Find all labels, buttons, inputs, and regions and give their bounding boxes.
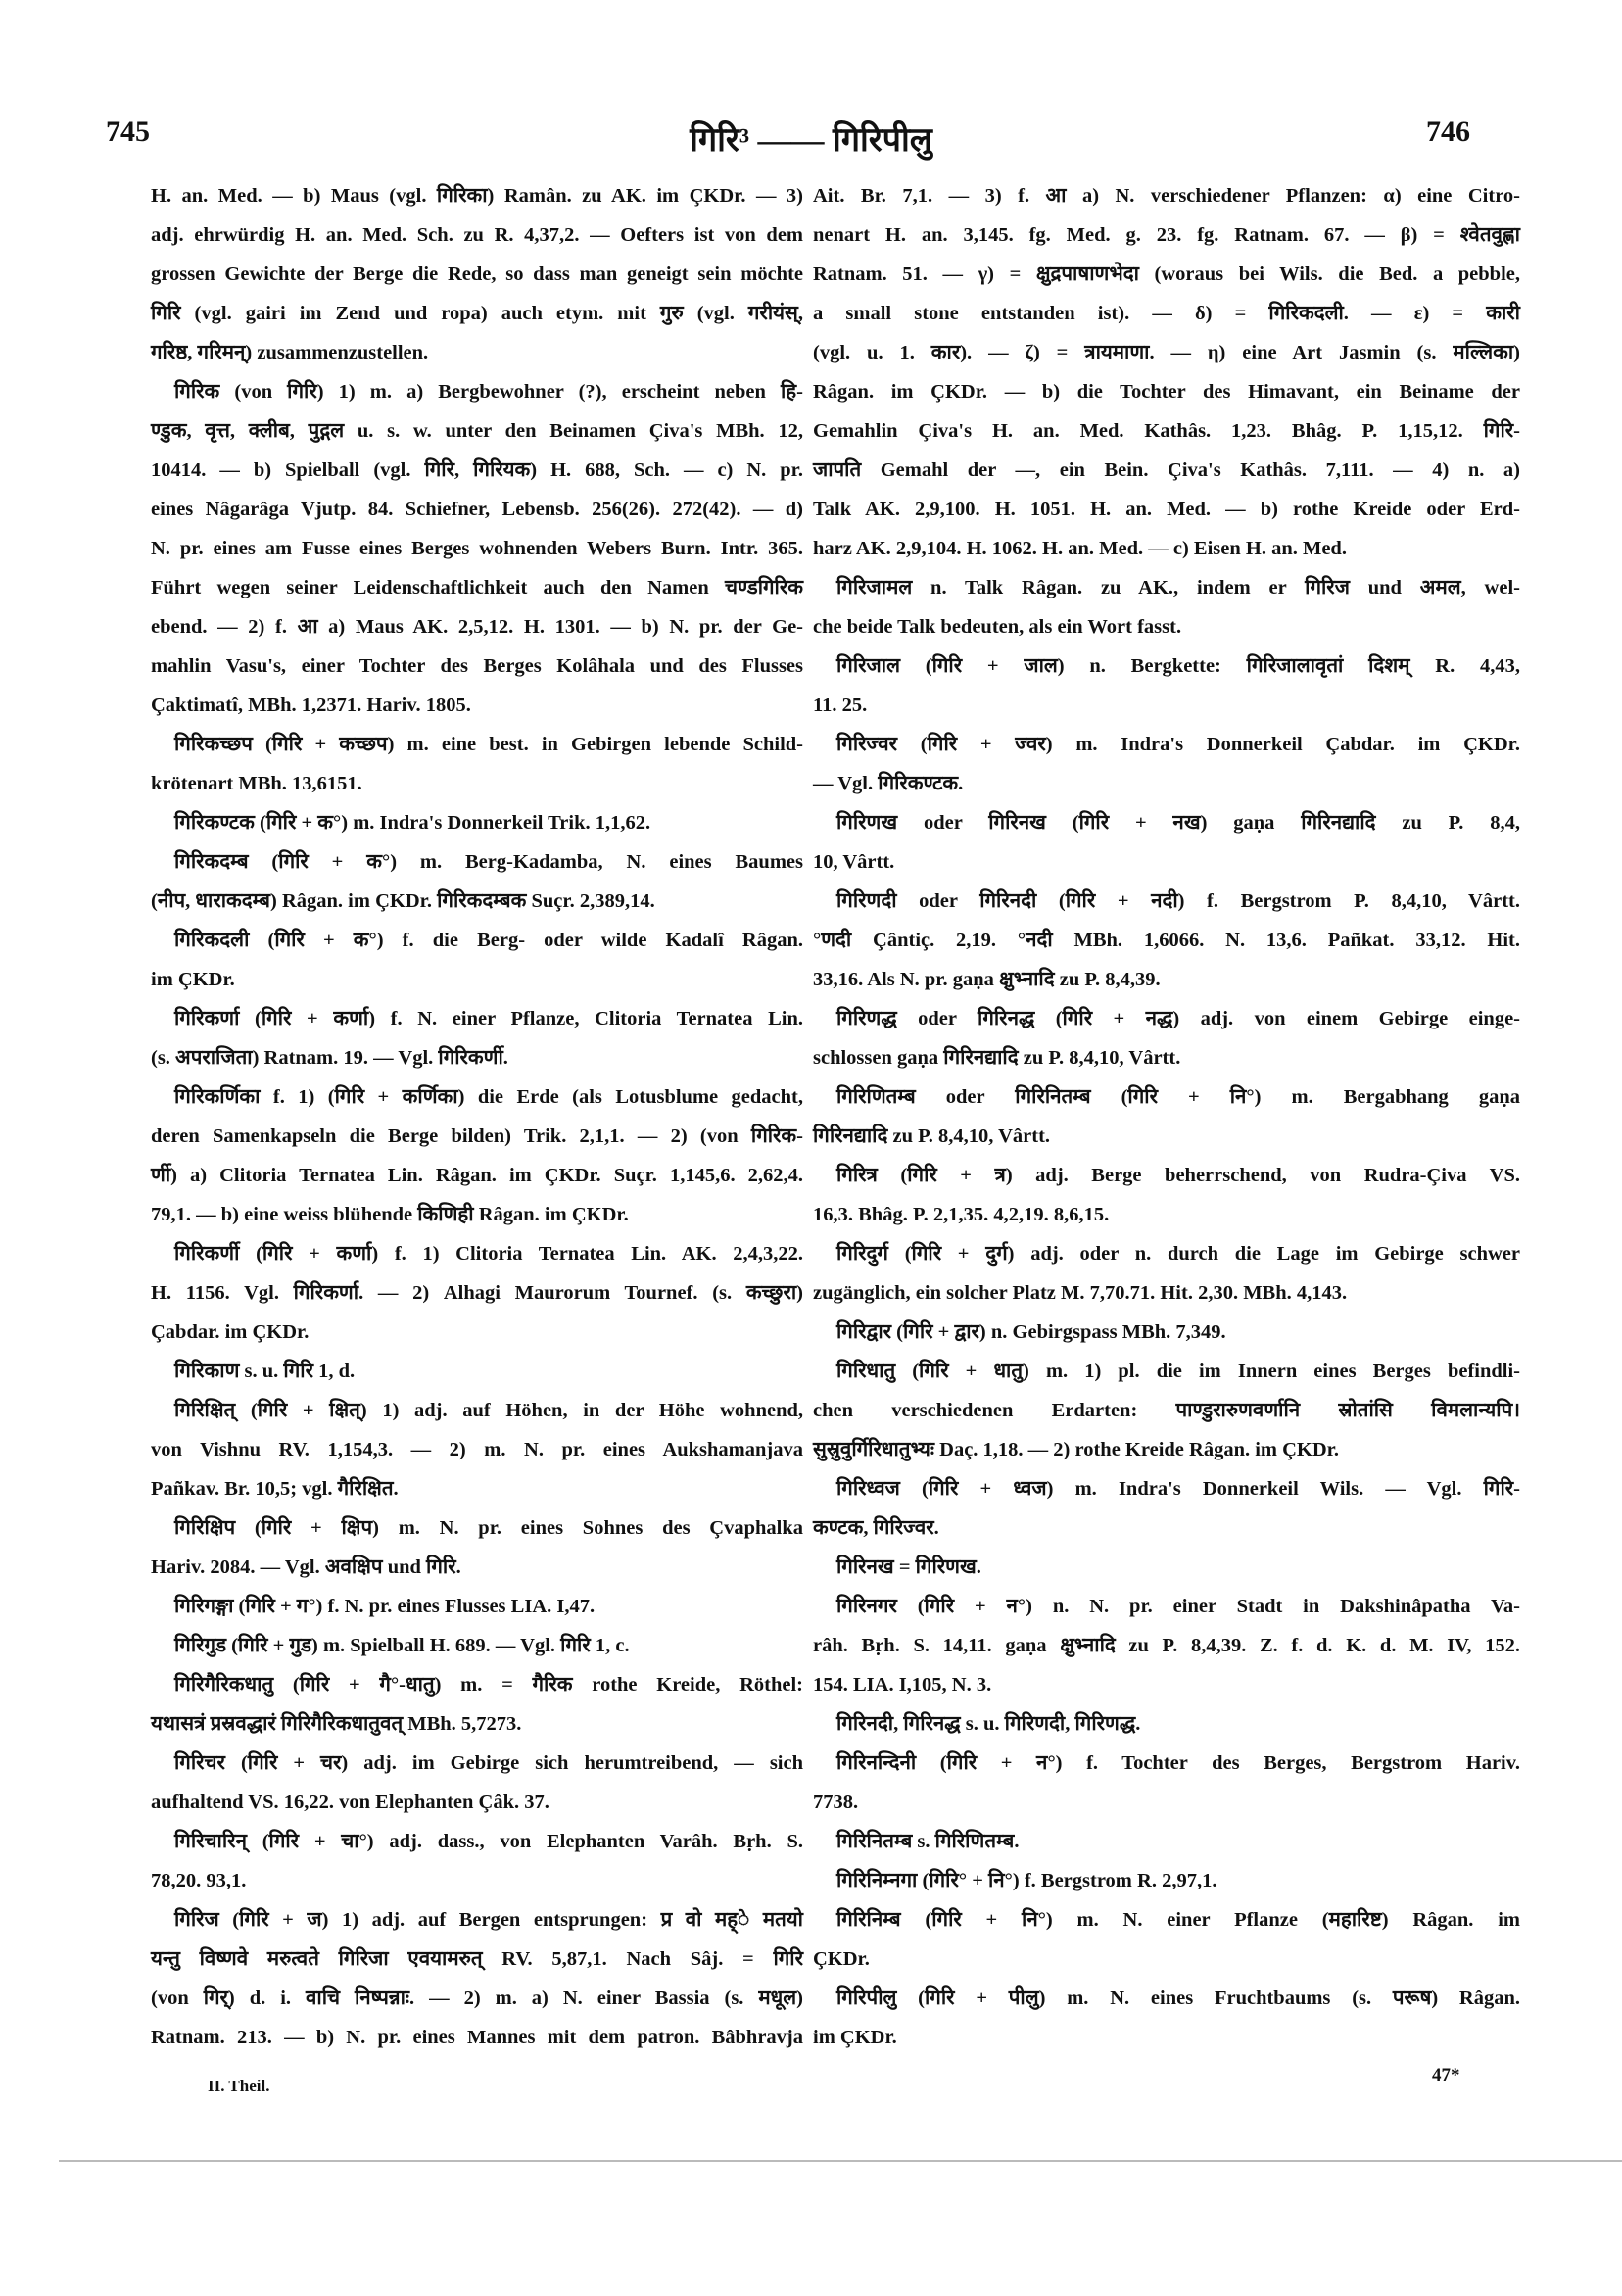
text-line: krötenart MBh. 13,6151. xyxy=(151,773,362,794)
text-line: 33,16. Als N. pr. gaṇa क्षुभ्नादि zu P. 8,4,39. xyxy=(813,969,1161,990)
text-line: 10414. — b) Spielball (vgl. गिरि, गिरियक) H. 688, Sch. — c) N. pr. xyxy=(151,459,803,481)
text-line: Pañkav. Br. 10,5; vgl. गैरिक्षित. xyxy=(151,1478,399,1500)
text-line: mahlin Vasu's, einer Tochter des Berges Kolâhala und des Flusses xyxy=(151,655,803,677)
scan-edge-rule xyxy=(59,2160,1622,2162)
text-line: गिरिकदम्ब (गिरि + क°) m. Berg-Kadamba, N. eines Baumes xyxy=(174,851,803,873)
text-line: 79,1. — b) eine weiss blühende किणिही Râgan. im ÇKDr. xyxy=(151,1204,629,1225)
text-line: गिरिनिम्ब (गिरि + नि°) m. N. einer Pflanze (महारिष्ट) Râgan. im xyxy=(836,1909,1520,1931)
text-line: Führt wegen seiner Leidenschaftlichkeit auch den Namen चण्डगिरिक xyxy=(151,577,803,598)
text-line: गिरिनदी, गिरिनद्ध s. u. गिरिणदी, गिरिणद्ध. xyxy=(836,1713,1141,1735)
text-line: गिरिचर (गिरि + चर) adj. im Gebirge sich herumtreibend, — sich xyxy=(174,1752,803,1774)
text-line: ebend. — 2) f. आ a) Maus AK. 2,5,12. H. 1301. — b) N. pr. der Ge- xyxy=(151,616,803,638)
text-line: गिरिध्वज (गिरि + ध्वज) m. Indra's Donnerkeil Wils. — Vgl. गिरि- xyxy=(836,1478,1520,1500)
text-line: râh. Bṛh. S. 14,11. gaṇa क्षुभ्नादि zu P. 8,4,39. Z. f. d. K. d. M. IV, 152. xyxy=(813,1635,1520,1656)
text-line: गिरिकच्छप (गिरि + कच्छप) m. eine best. in Gebirgen lebende Schild- xyxy=(174,734,803,755)
text-line: गिरिगुड (गिरि + गुड) m. Spielball H. 689. — Vgl. गिरि 1, c. xyxy=(174,1635,630,1656)
text-line: गिरिजाल (गिरि + जाल) n. Bergkette: गिरिजालावृतां दिशम् R. 4,43, xyxy=(836,655,1520,677)
text-line: सुस्रुवुर्गिरिधातुभ्यः Daç. 1,18. — 2) rothe Kreide Râgan. im ÇKDr. xyxy=(813,1439,1340,1460)
text-line: गिरिनिम्नगा (गिरि° + नि°) f. Bergstrom R. 2,97,1. xyxy=(836,1870,1217,1891)
text-line: जापति Gemahl der —, ein Bein. Çiva's Kathâs. 7,111. — 4) n. a) xyxy=(813,459,1520,481)
text-line: गिरिणद्ध oder गिरिनद्ध (गिरि + नद्ध) adj. von einem Gebirge einge- xyxy=(836,1008,1520,1029)
text-line: adj. ehrwürdig H. an. Med. Sch. zu R. 4,37,2. — Oefters ist von dem xyxy=(151,224,803,246)
text-line: गिरिकर्णी (गिरि + कर्णा) f. 1) Clitoria Ternatea Lin. AK. 2,4,3,22. xyxy=(174,1243,803,1265)
text-line: कण्टक, गिरिज्वर. xyxy=(813,1517,939,1539)
left-column xyxy=(151,176,803,2057)
text-line: zugänglich, ein solcher Platz M. 7,70.71. Hit. 2,30. MBh. 4,143. xyxy=(813,1282,1348,1304)
text-line: गिरिनख = गिरिणख. xyxy=(836,1556,981,1578)
text-line: aufhaltend VS. 16,22. von Elephanten Çâk. 37. xyxy=(151,1792,549,1813)
text-line: गिरिनितम्ब s. गिरिणितम्ब. xyxy=(836,1831,1020,1852)
text-line: 154. LIA. I,105, N. 3. xyxy=(813,1674,992,1696)
text-line: गिरिज (गिरि + ज) 1) adj. auf Bergen entsprungen: प्र वो मह्े मतयो xyxy=(174,1909,803,1931)
page-number-right: 746 xyxy=(1426,116,1470,148)
text-line: ÇKDr. xyxy=(813,1948,870,1970)
text-line: Ait. Br. 7,1. — 3) f. आ a) N. verschiedener Pflanzen: α) eine Citro- xyxy=(813,185,1520,207)
text-line: 10, Vârtt. xyxy=(813,851,895,873)
text-line: गिरिनन्दिनी (गिरि + न°) f. Tochter des Berges, Bergstrom Hariv. xyxy=(836,1752,1520,1774)
text-line: Talk AK. 2,9,100. H. 1051. H. an. Med. — b) rothe Kreide oder Erd- xyxy=(813,499,1520,520)
text-line: 11. 25. xyxy=(813,694,868,716)
text-line: गिरिचारिन् (गिरि + चा°) adj. dass., von Elephanten Varâh. Bṛh. S. xyxy=(174,1831,803,1852)
text-line: deren Samenkapseln die Berge bilden) Trik. 2,1,1. — 2) (von गिरिक- xyxy=(151,1125,803,1147)
text-line: Gemahlin Çiva's H. an. Med. Kathâs. 1,23. Bhâg. P. 1,15,12. गिरि- xyxy=(813,420,1520,442)
text-line: im ÇKDr. xyxy=(151,969,235,990)
running-head: गिरि³ —— गिरिपीलु xyxy=(690,122,932,159)
text-line: गिरिनद्यादि zu P. 8,4,10, Vârtt. xyxy=(813,1125,1051,1147)
text-line: गिरिजामल n. Talk Râgan. zu AK., indem er गिरिज und अमल, wel- xyxy=(836,577,1520,598)
text-line: गिरिद्वार (गिरि + द्वार) n. Gebirgspass MBh. 7,349. xyxy=(836,1321,1226,1343)
text-line: गिरिज्वर (गिरि + ज्वर) m. Indra's Donnerkeil Çabdar. im ÇKDr. xyxy=(836,734,1520,755)
text-line: che beide Talk bedeuten, als ein Wort fasst. xyxy=(813,616,1182,638)
volume-note: II. Theil. xyxy=(208,2077,270,2095)
text-line: गिरिकाण s. u. गिरि 1, d. xyxy=(174,1361,356,1382)
text-line: गिरिनगर (गिरि + न°) n. N. pr. einer Stadt in Dakshinâpatha Va- xyxy=(836,1596,1520,1617)
text-line: Ratnam. 51. — γ) = क्षुद्रपाषाणभेदा (woraus bei Wils. die Bed. a pebble, xyxy=(813,263,1520,285)
text-line: गिरिणख oder गिरिनख (गिरि + नख) gaṇa गिरिनद्यादि zu P. 8,4, xyxy=(836,812,1520,834)
text-line: गिरिकदली (गिरि + क°) f. die Berg- oder wilde Kadalî Râgan. xyxy=(174,930,803,951)
text-line: N. pr. eines am Fusse eines Berges wohnenden Webers Burn. Intr. 365. xyxy=(151,538,803,559)
text-line: schlossen gaṇa गिरिनद्यादि zu P. 8,4,10, Vârtt. xyxy=(813,1047,1181,1069)
text-line: गिरिगङ्गा (गिरि + ग°) f. N. pr. eines Flusses LIA. I,47. xyxy=(174,1596,596,1617)
text-line: Çabdar. im ÇKDr. xyxy=(151,1321,310,1343)
text-line: गिरिपीलु (गिरि + पीलु) m. N. eines Fruchtbaums (s. परूष) Râgan. xyxy=(836,1987,1520,2009)
text-line: nenart H. an. 3,145. fg. Med. g. 23. fg. Ratnam. 67. — β) = श्वेतवुह्णा xyxy=(813,224,1520,246)
text-line: 16,3. Bhâg. P. 2,1,35. 4,2,19. 8,6,15. xyxy=(813,1204,1110,1225)
text-line: (von गिर्) d. i. वाचि निष्पन्नाः. — 2) m. a) N. einer Bassia (s. मधूल) xyxy=(151,1987,803,2009)
text-line: गिरिकर्णिका f. 1) (गिरि + कर्णिका) die Erde (als Lotusblume gedacht, xyxy=(174,1086,803,1108)
text-line: गिरिदुर्ग (गिरि + दुर्ग) adj. oder n. durch die Lage im Gebirge schwer xyxy=(836,1243,1520,1265)
text-line: harz AK. 2,9,104. H. 1062. H. an. Med. — c) Eisen H. an. Med. xyxy=(813,538,1347,559)
text-line: गिरिक्षिप (गिरि + क्षिप) m. N. pr. eines Sohnes des Çvaphalka xyxy=(174,1517,803,1539)
right-column xyxy=(813,176,1520,2057)
text-line: गिरिणितम्ब oder गिरिनितम्ब (गिरि + नि°) m. Bergabhang gaṇa xyxy=(836,1086,1520,1108)
text-line: °णदी Çântiç. 2,19. °नदी MBh. 1,6066. N. 13,6. Pañkat. 33,12. Hit. xyxy=(813,930,1520,951)
text-line: गिरित्र (गिरि + त्र) adj. Berge beherrschend, von Rudra-Çiva VS. xyxy=(836,1165,1520,1186)
text-line: गिरिकण्टक (गिरि + क°) m. Indra's Donnerkeil Trik. 1,1,62. xyxy=(174,812,651,834)
text-line: (नीप, धाराकदम्ब) Râgan. im ÇKDr. गिरिकदम्बक Suçr. 2,389,14. xyxy=(151,890,655,912)
page-number-left: 745 xyxy=(106,116,150,148)
text-line: (vgl. u. 1. कार). — ζ) = त्रायमाणा. — η) eine Art Jasmin (s. मल्लिका) xyxy=(813,342,1520,363)
text-line: 78,20. 93,1. xyxy=(151,1870,247,1891)
printer-signature: 47* xyxy=(1432,2065,1460,2085)
text-line: र्णी) a) Clitoria Ternatea Lin. Râgan. im ÇKDr. Suçr. 1,145,6. 2,62,4. xyxy=(151,1165,803,1186)
text-line: गिरि (vgl. gairi im Zend und ropa) auch etym. mit गुरु (vgl. गरीयंस्, xyxy=(151,303,803,324)
text-line: Ratnam. 213. — b) N. pr. eines Mannes mit dem patron. Bâbhravja xyxy=(151,2027,803,2048)
text-line: यथासत्रं प्रस्रवद्धारं गिरिगैरिकधातुवत् MBh. 5,7273. xyxy=(151,1713,522,1735)
text-line: a small stone entstanden ist). — δ) = गिरिकदली. — ε) = कारी xyxy=(813,303,1520,324)
text-line: गिरिगैरिकधातु (गिरि + गै°-धातु) m. = गैरिक rothe Kreide, Röthel: xyxy=(174,1674,803,1696)
text-line: im ÇKDr. xyxy=(813,2027,897,2048)
text-line: गिरिकर्णा (गिरि + कर्णा) f. N. einer Pflanze, Clitoria Ternatea Lin. xyxy=(174,1008,803,1029)
text-line: Çaktimatî, MBh. 1,2371. Hariv. 1805. xyxy=(151,694,471,716)
text-line: ण्डुक, वृत्त, क्लीब, पुद्गल u. s. w. unter den Beinamen Çiva's MBh. 12, xyxy=(151,420,803,442)
text-line: grossen Gewichte der Berge die Rede, so dass man geneigt sein möchte xyxy=(151,263,803,285)
text-line: von Vishnu RV. 1,154,3. — 2) m. N. pr. eines Aukshamanjava xyxy=(151,1439,803,1460)
text-line: eines Nâgarâga Vjutp. 84. Schiefner, Lebensb. 256(26). 272(42). — d) xyxy=(151,499,803,520)
text-line: गरिष्ठ, गरिमन्) zusammenzustellen. xyxy=(151,342,429,363)
text-line: गिरिक्षित् (गिरि + क्षित्) 1) adj. auf Höhen, in der Höhe wohnend, xyxy=(174,1400,803,1421)
text-line: यन्तु विष्णवे मरुत्वते गिरिजा एवयामरुत् RV. 5,87,1. Nach Sâj. = गिरि xyxy=(151,1948,803,1970)
text-line: (s. अपराजिता) Ratnam. 19. — Vgl. गिरिकर्णी. xyxy=(151,1047,508,1069)
text-line: H. 1156. Vgl. गिरिकर्णा. — 2) Alhagi Maurorum Tournef. (s. कच्छुरा) xyxy=(151,1282,803,1304)
text-line: chen verschiedenen Erdarten: पाण्डुरारुणवर्णानि स्रोतांसि विमलान्यपि। xyxy=(813,1400,1520,1421)
text-line: — Vgl. गिरिकण्टक. xyxy=(813,773,964,794)
text-line: H. an. Med. — b) Maus (vgl. गिरिका) Ramân. zu AK. im ÇKDr. — 3) xyxy=(151,185,803,207)
text-line: गिरिक (von गिरि) 1) m. a) Bergbewohner (?), erscheint neben हि- xyxy=(174,381,803,403)
text-line: Râgan. im ÇKDr. — b) die Tochter des Himavant, ein Beiname der xyxy=(813,381,1520,403)
text-line: गिरिणदी oder गिरिनदी (गिरि + नदी) f. Bergstrom P. 8,4,10, Vârtt. xyxy=(836,890,1520,912)
text-line: गिरिधातु (गिरि + धातु) m. 1) pl. die im Innern eines Berges befindli- xyxy=(836,1361,1520,1382)
text-line: Hariv. 2084. — Vgl. अवक्षिप und गिरि. xyxy=(151,1556,461,1578)
text-line: 7738. xyxy=(813,1792,859,1813)
